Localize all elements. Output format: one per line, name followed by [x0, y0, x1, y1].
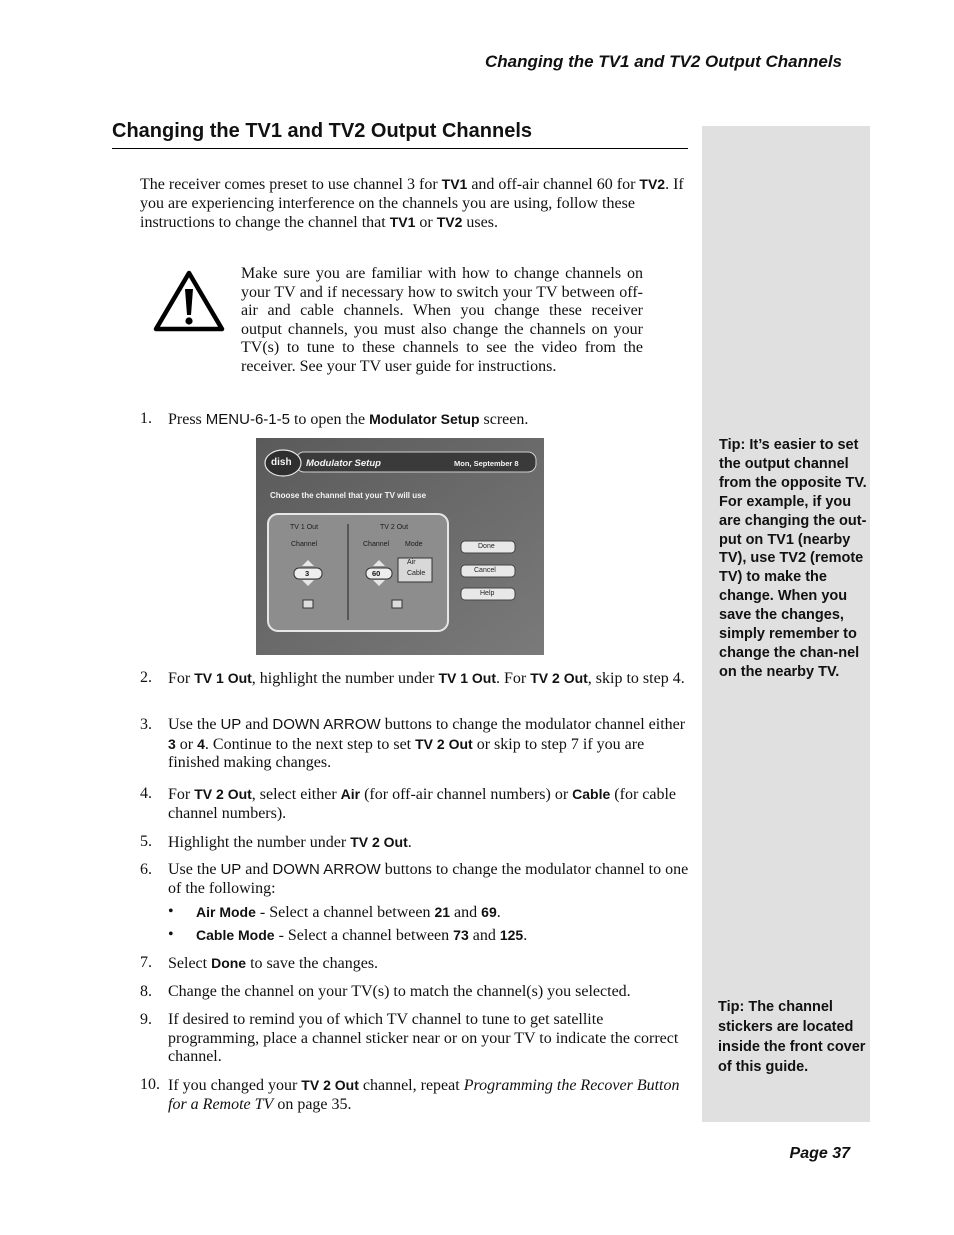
tip-channel-stickers: Tip: The channel stickers are located inside the front cover of this guide.	[718, 999, 866, 1075]
step-5: 5. Highlight the number under TV 2 Out.	[140, 833, 412, 851]
tv1-channel-field[interactable]: 3	[305, 569, 310, 578]
cancel-button[interactable]: Cancel	[474, 567, 496, 574]
step-8: 8. Change the channel on your TV(s) to match the channel(s) you selected.	[140, 983, 631, 1000]
tip-output-channel: Tip: It’s easier to set the output channel from the opposite TV. For example, if you are changing the out-put on TV1 (nearby TV), use TV2 (remote TV) to make the change. When you save the changes, simply remember to change the chan-nel on the nearby TV.	[719, 437, 867, 680]
dish-logo: dish	[271, 457, 292, 468]
warning-triangle-icon	[153, 270, 225, 332]
mode-air-option[interactable]: Air	[407, 559, 416, 566]
intro-paragraph: The receiver comes preset to use channel 3 for TV1 and off-air channel 60 for TV2. If you are experiencing interference on the channels you are using, follow these instructions to change the channel that TV1 or TV2 uses.	[140, 176, 684, 232]
done-button[interactable]: Done	[478, 543, 495, 550]
modulator-setup-screenshot: dish Modulator Setup Mon, September 8 Choose the channel that your TV will use TV 1 Out TV 2 Out Channel Channel Mode 3 60 Air Cable Done Cancel Help	[256, 438, 544, 655]
screen-prompt: Choose the channel that your TV will use	[270, 491, 427, 500]
bullet-cable-mode: • Cable Mode - Select a channel between 73 and 125.	[168, 926, 528, 944]
step-3: 3. Use the UP and DOWN ARROW buttons to change the modulator channel either 3 or 4. Continue to the next step to set TV 2 Out or skip to step 7 if you are finished making changes.	[140, 716, 686, 772]
step-6: 6. Use the UP and DOWN ARROW buttons to change the modulator channel to one of the following:	[140, 861, 689, 897]
mode-cable-option[interactable]: Cable	[407, 570, 426, 577]
page-number: Page 37	[789, 1145, 850, 1162]
step-4: 4. For TV 2 Out, select either Air (for off-air channel numbers) or Cable (for cable channel numbers).	[140, 785, 677, 822]
step-2: 2. For TV 1 Out, highlight the number under TV 1 Out. For TV 2 Out, skip to step 4.	[140, 669, 685, 687]
running-header: Changing the TV1 and TV2 Output Channels	[484, 52, 842, 71]
step-9: 9. If desired to remind you of which TV channel to tune to get satellite programming, place a channel sticker near or on your TV to indicate the correct channel.	[140, 1011, 679, 1066]
step-7: 7. Select Done to save the changes.	[140, 954, 379, 972]
screen-title: Modulator Setup	[306, 458, 381, 469]
tv2-channel-field[interactable]: 60	[372, 569, 381, 578]
warning-text: Make sure you are familiar with how to change channels on your TV and if necessary how to switch your TV between off-air and cable channels. When you change these receiver output channels, you must also change the channels on your TV(s) to tune to these channels to see the video from the receiver. See your TV user guide for instructions.	[241, 265, 643, 375]
step-10: 10. If you changed your TV 2 Out channel, repeat Programming the Recover Button for a Remote TV on page 35.	[140, 1076, 680, 1113]
help-button[interactable]: Help	[480, 590, 495, 597]
section-title: Changing the TV1 and TV2 Output Channels	[112, 120, 688, 149]
bullet-air-mode: • Air Mode - Select a channel between 21 and 69.	[168, 903, 501, 921]
step-1: 1. Press MENU-6-1-5 to open the Modulator Setup screen.	[140, 410, 529, 428]
screen-date: Mon, September 8	[454, 459, 519, 468]
